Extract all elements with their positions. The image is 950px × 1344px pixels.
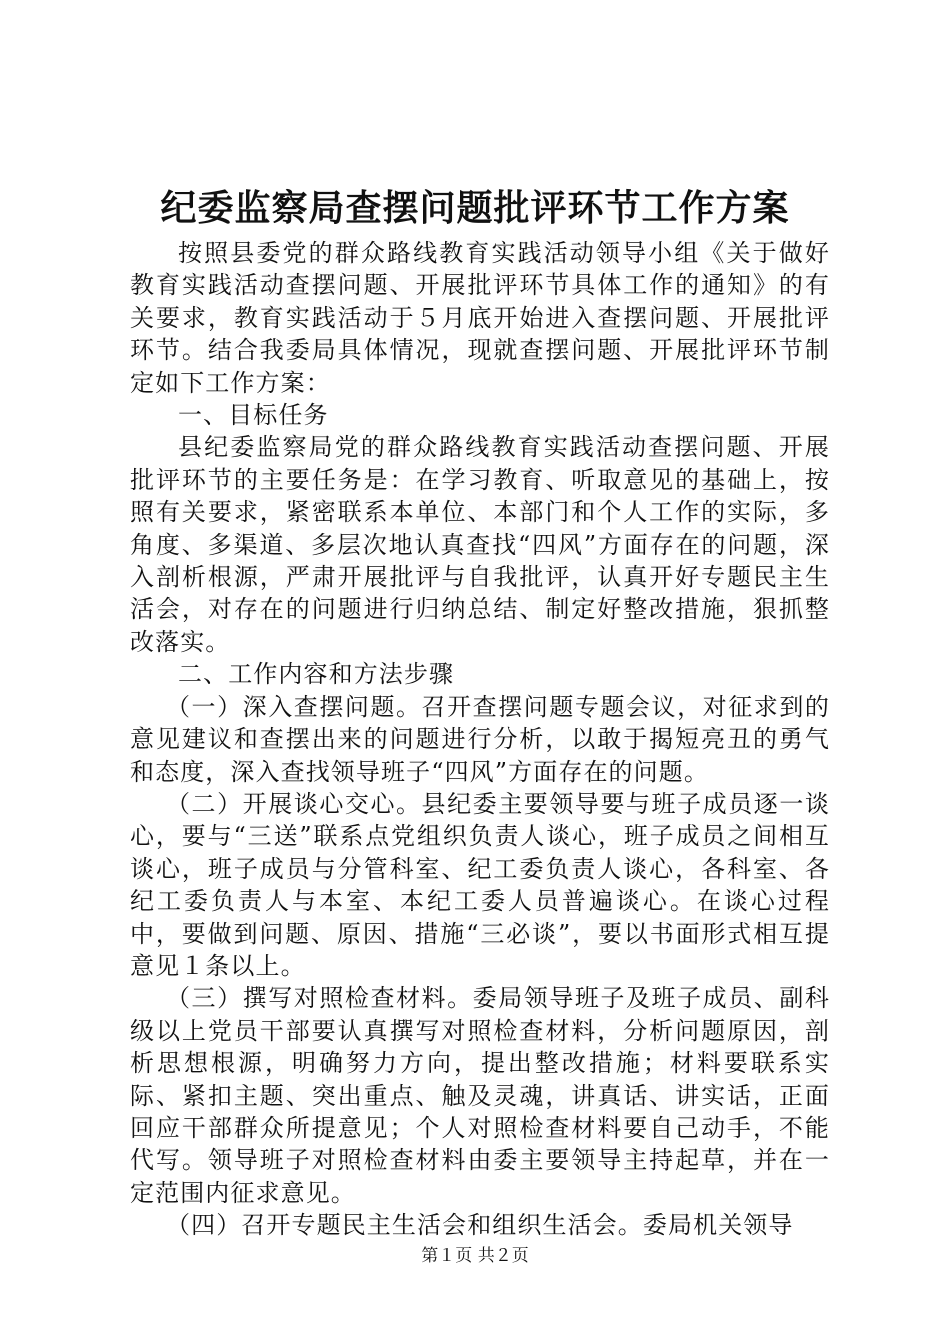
- item-3-paragraph: （三）撰写对照检查材料。委局领导班子及班子成员、副科级以上党员干部要认真撰写对照检查材料，分析问题原因，剖析思想根源，明确努力方向，提出整改措施；材料要联系实际、紧扣主题、突出重点、触及灵魂，讲真话、讲实话，正面回应干部群众所提意见；个人对照检查材料要自己动手，不能代写。领导班子对照检查材料由委主要领导主持起草，并在一定范围内征求意见。: [130, 984, 830, 1207]
- document-title: 纪委监察局查摆问题批评环节工作方案: [160, 187, 790, 229]
- document-body: [130, 237, 830, 1242]
- section-heading-work-content: 二、工作内容和方法步骤: [178, 660, 455, 689]
- goals-paragraph: 县纪委监察局党的群众路线教育实践活动查摆问题、开展批评环节的主要任务是：在学习教育、听取意见的基础上，按照有关要求，紧密联系本单位、本部门和个人工作的实际，多角度、多渠道、多层次地认真查找“四风”方面存在的问题，深入剖析根源，严肃开展批评与自我批评，认真开好专题民主生活会，对存在的问题进行归纳总结、制定好整改措施，狠抓整改落实。: [130, 433, 830, 656]
- section-heading-goals: 一、目标任务: [178, 401, 329, 430]
- intro-paragraph: 按照县委党的群众路线教育实践活动领导小组《关于做好教育实践活动查摆问题、开展批评环节具体工作的通知》的有关要求，教育实践活动于５月底开始进入查摆问题、开展批评环节。结合我委局具体情况，现就查摆问题、开展批评环节制定如下工作方案：: [130, 239, 830, 397]
- item-2-paragraph: （二）开展谈心交心。县纪委主要领导要与班子成员逐一谈心，要与“三送”联系点党组织负责人谈心，班子成员之间相互谈心，班子成员与分管科室、纪工委负责人谈心，各科室、各纪工委负责人与本室、本纪工委人员普遍谈心。在谈心过程中，要做到问题、原因、措施“三必谈”，要以书面形式相互提意见１条以上。: [130, 789, 830, 980]
- item-4-paragraph: （四）召开专题民主生活会和组织生活会。委局机关领导: [166, 1211, 794, 1240]
- page-number-footer: 第１页 共２页: [421, 1246, 529, 1266]
- item-1-paragraph: （一）深入查摆问题。召开查摆问题专题会议，对征求到的意见建议和查摆出来的问题进行分析，以敢于揭短亮丑的勇气和态度，深入查找领导班子“四风”方面存在的问题。: [130, 692, 830, 786]
